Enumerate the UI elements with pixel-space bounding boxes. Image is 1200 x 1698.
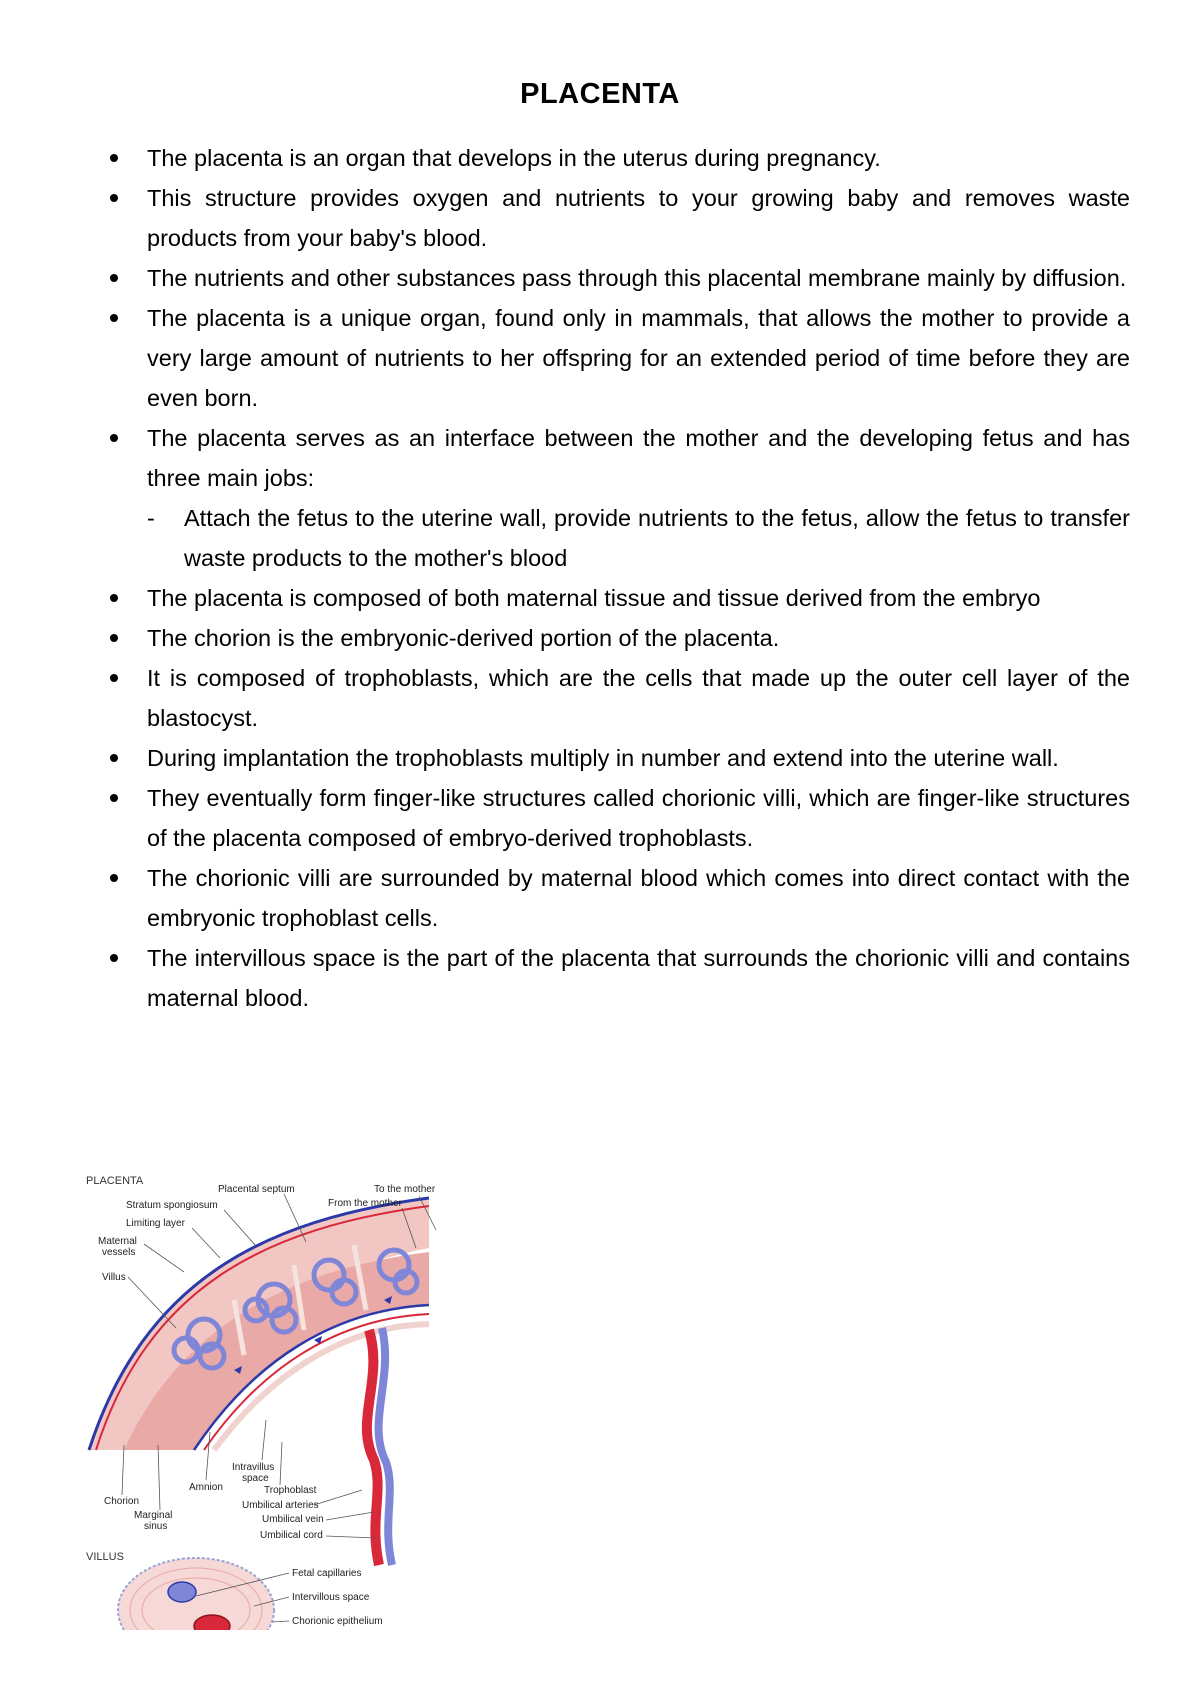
bullet-text: The placenta serves as an interface between the mother and the developing fetus and has three main jobs: — [147, 425, 1130, 491]
bullet-item: The chorionic villi are surrounded by maternal blood which comes into direct contact with the embryonic trophoblast cells. — [110, 858, 1130, 938]
villus-labels — [292, 1568, 383, 1627]
umbilical-cord — [367, 1328, 392, 1565]
label-intervillous-space: Intervillous space — [292, 1592, 370, 1603]
bullet-item: They eventually form finger-like structures called chorionic villi, which are finger-like structures of the placenta composed of embryo-derived trophoblasts. — [110, 778, 1130, 858]
body-text — [110, 138, 1130, 1018]
label-from-the-mother: From the mother — [328, 1198, 402, 1209]
label-umbilical-cord: Umbilical cord — [260, 1530, 323, 1541]
fetal-capillary-blue — [168, 1582, 196, 1602]
villus-cross-section — [118, 1558, 274, 1630]
sub-item-text: Attach the fetus to the uterine wall, provide nutrients to the fetus, allow the fetus to transfer waste products to the mother's blood — [184, 505, 1130, 571]
label-space: space — [242, 1473, 269, 1484]
label-intravillus: Intravillus — [232, 1462, 275, 1473]
label-stratum-spongiosum: Stratum spongiosum — [126, 1200, 218, 1211]
bullet-item: The placenta is a unique organ, found only in mammals, that allows the mother to provide a very large amount of nutrients to her offspring for an extended period of time before they are even born. — [110, 298, 1130, 418]
sub-item — [147, 498, 1130, 578]
label-maternal: Maternal — [98, 1236, 137, 1247]
page-title: PLACENTA — [520, 78, 680, 110]
label-sinus: sinus — [144, 1521, 168, 1532]
label-fetal-capillaries: Fetal capillaries — [292, 1568, 362, 1579]
label-to-the-mother: To the mother — [374, 1184, 436, 1195]
label-limiting-layer: Limiting layer — [126, 1218, 185, 1229]
sub-list — [147, 498, 1130, 578]
label-umbilical-vein: Umbilical vein — [262, 1514, 324, 1525]
bullet-list — [110, 138, 1130, 1018]
placenta-heading: PLACENTA — [86, 1175, 144, 1187]
label-chorion: Chorion — [104, 1496, 140, 1507]
label-marginal: Marginal — [134, 1510, 173, 1521]
label-amnion: Amnion — [189, 1482, 223, 1493]
dash-marker: - — [147, 505, 155, 531]
bullet-item: The nutrients and other substances pass through this placental membrane mainly by diffusion. — [110, 258, 1130, 298]
bullet-item: The chorion is the embryonic-derived portion of the placenta. — [110, 618, 1130, 658]
bullet-item — [110, 418, 1130, 578]
label-vessels: vessels — [102, 1247, 136, 1258]
villus-heading: VILLUS — [86, 1551, 124, 1563]
bullet-item: This structure provides oxygen and nutrients to your growing baby and removes waste products from your baby's blood. — [110, 178, 1130, 258]
placenta-figure — [84, 1160, 484, 1630]
placenta-diagram — [84, 1160, 484, 1630]
label-umbilical-arteries: Umbilical arteries — [242, 1500, 319, 1511]
bullet-item: The placenta is composed of both maternal tissue and tissue derived from the embryo — [110, 578, 1130, 618]
label-villus: Villus — [102, 1272, 126, 1283]
label-chorionic-epithelium: Chorionic epithelium — [292, 1616, 383, 1627]
bullet-item: The intervillous space is the part of the placenta that surrounds the chorionic villi and contains maternal blood. — [110, 938, 1130, 1018]
label-trophoblast: Trophoblast — [264, 1485, 317, 1496]
bullet-item: During implantation the trophoblasts multiply in number and extend into the uterine wall. — [110, 738, 1130, 778]
label-placental-septum: Placental septum — [218, 1184, 295, 1195]
bullet-item: The placenta is an organ that develops in the uterus during pregnancy. — [110, 138, 1130, 178]
bullet-item: It is composed of trophoblasts, which are the cells that made up the outer cell layer of the blastocyst. — [110, 658, 1130, 738]
